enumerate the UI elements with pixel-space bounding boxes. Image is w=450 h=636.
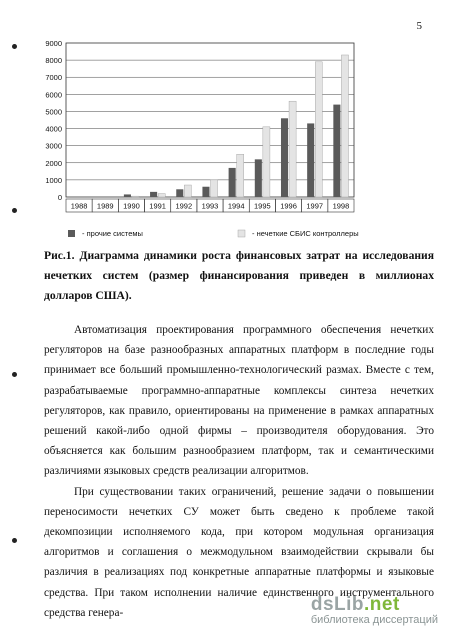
legend-swatch bbox=[238, 230, 245, 237]
x-tick-label: 1994 bbox=[227, 201, 245, 211]
bar-other-systems bbox=[176, 189, 183, 197]
x-tick-label: 1991 bbox=[149, 201, 166, 211]
y-tick-label: 0 bbox=[57, 193, 62, 202]
x-tick-label: 1997 bbox=[306, 201, 324, 211]
body-text bbox=[44, 320, 434, 623]
paragraph: Автоматизация проектирования программного обеспечения нечетких регуляторов на базе разнообразных аппаратных платформ в последние годы принимает все больший промышленно-технологический размах. Вместе с тем, разрабатываемые программно-аппаратные комплексы синтеза нечетких регуляторов, как правило, ориентированы на применение в рамках аппаратных решений какой-либо одной фирмы – производителя оборудования. Это объясняется как большим разнообразием платформ, так и семантическими различиями языковых средств реализации алгоритмов. bbox=[44, 324, 434, 478]
bar-other-systems bbox=[281, 118, 288, 197]
margin-dot bbox=[12, 372, 17, 377]
margin-dot bbox=[12, 208, 17, 213]
y-tick-label: 5000 bbox=[45, 107, 62, 117]
x-tick-label: 1995 bbox=[254, 201, 271, 211]
bar-other-systems bbox=[124, 194, 131, 197]
legend-swatch bbox=[68, 230, 75, 237]
x-tick-label: 1996 bbox=[280, 201, 297, 211]
bar-fuzzy-vlsi bbox=[158, 194, 165, 197]
bar-fuzzy-vlsi bbox=[237, 154, 244, 197]
bar-fuzzy-vlsi bbox=[341, 55, 348, 197]
bar-fuzzy-vlsi bbox=[184, 185, 191, 197]
y-tick-label: 6000 bbox=[45, 90, 62, 100]
bar-other-systems bbox=[202, 187, 209, 197]
bar-fuzzy-vlsi bbox=[263, 127, 270, 197]
watermark bbox=[311, 594, 438, 626]
y-tick-label: 9000 bbox=[45, 40, 62, 48]
y-tick-label: 7000 bbox=[45, 73, 62, 83]
bar-chart bbox=[30, 40, 360, 245]
watermark-logo-main: dsLib bbox=[310, 594, 365, 615]
x-tick-label: 1998 bbox=[332, 201, 350, 211]
bar-other-systems bbox=[229, 168, 236, 197]
bar-other-systems bbox=[255, 159, 262, 197]
watermark-logo bbox=[311, 594, 438, 616]
y-tick-label: 3000 bbox=[45, 141, 62, 151]
bar-other-systems bbox=[150, 192, 157, 197]
legend-label: - прочие системы bbox=[82, 229, 143, 238]
x-tick-label: 1992 bbox=[175, 201, 193, 211]
x-tick-label: 1993 bbox=[201, 201, 219, 211]
bar-fuzzy-vlsi bbox=[211, 180, 218, 197]
x-tick-label: 1989 bbox=[96, 201, 114, 211]
y-tick-label: 2000 bbox=[45, 158, 62, 168]
bar-fuzzy-vlsi bbox=[289, 101, 296, 197]
paragraph: При существовании таких ограничений, решение задачи о повышении переносимости нечетких СУ может быть сведено к проблеме такой декомпозиции исполняемого кода, при котором модульная организация алгоритмов и соглашения о межмодульном взаимодействии скрывали бы различия в реализациях под конкретные аппаратные платформы и языковые средства. При таком исполнении наличие единственного инструментального средства генера- bbox=[44, 485, 434, 619]
figure-caption: Рис.1. Диаграмма динамики роста финансовых затрат на исследования нечетких систем (размер финансирования приведен в миллионах долларов США). bbox=[44, 249, 434, 302]
margin-dot bbox=[12, 538, 17, 543]
bar-fuzzy-vlsi bbox=[132, 196, 139, 197]
watermark-subtitle: библиотека диссертаций bbox=[310, 614, 438, 626]
watermark-logo-accent: .net bbox=[364, 594, 400, 615]
bar-fuzzy-vlsi bbox=[315, 62, 322, 197]
y-tick-label: 1000 bbox=[45, 175, 62, 185]
bar-other-systems bbox=[307, 123, 314, 197]
y-tick-label: 4000 bbox=[45, 124, 62, 134]
y-tick-label: 8000 bbox=[45, 56, 62, 66]
x-tick-label: 1988 bbox=[70, 201, 88, 211]
x-tick-label: 1990 bbox=[123, 201, 140, 211]
legend-label: - нечеткие СБИС контроллеры bbox=[252, 229, 359, 238]
margin-dot bbox=[12, 44, 17, 49]
bar-other-systems bbox=[333, 105, 340, 197]
page-number: 5 bbox=[416, 20, 422, 32]
